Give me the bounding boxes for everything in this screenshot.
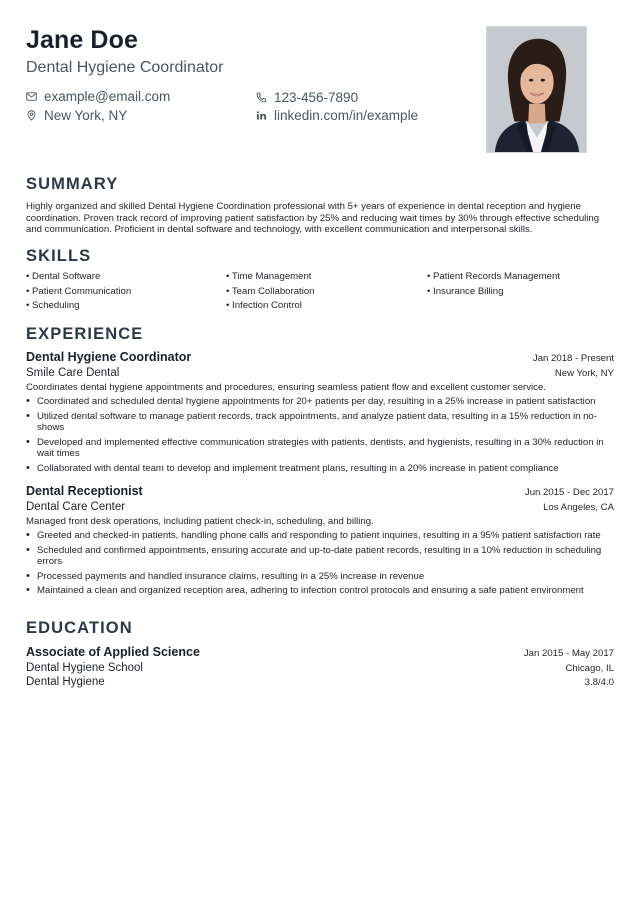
- contact-location: [26, 106, 127, 124]
- summary-heading: SUMMARY: [26, 175, 119, 193]
- contact-phone[interactable]: [256, 88, 358, 106]
- summary-section: [26, 174, 614, 236]
- contact-email[interactable]: [26, 87, 170, 105]
- job-title: Dental Receptionist: [26, 484, 143, 498]
- skill-item: • Time Management: [226, 271, 312, 282]
- job-description: Coordinates dental hygiene appointments and procedures, ensuring seamless patient flow and excellent customer service.: [26, 382, 546, 393]
- job-entry: [26, 484, 614, 597]
- resume-header: [26, 24, 466, 127]
- job-bullets: [26, 396, 614, 474]
- skills-list: [26, 270, 614, 318]
- phone-icon: [256, 92, 267, 103]
- job-bullet: • Maintained a clean and organized reception area, adhering to infection control protocols and ensuring a safe patient environment: [26, 585, 614, 597]
- map-pin-icon: [26, 110, 37, 121]
- summary-text: Highly organized and skilled Dental Hygiene Coordination professional with 5+ years of experience in dental reception and hygiene coordination. Proven track record of improving patient satisfaction by 25% and reducing wait times by 30% through effective scheduling and communication. Proficient in dental software and technology, with excellent communication and interpersonal skills.: [26, 201, 600, 235]
- job-bullet: • Collaborated with dental team to develop and implement treatment plans, resulting in a 20% increase in patient compliance: [26, 463, 614, 475]
- job-dates: Jun 2015 - Dec 2017: [524, 487, 614, 498]
- skill-item: • Patient Communication: [26, 285, 132, 297]
- phone-text: 123-456-7890: [274, 89, 359, 105]
- envelope-icon: [26, 91, 37, 102]
- contact-linkedin[interactable]: [256, 106, 418, 124]
- candidate-name: Jane Doe: [26, 26, 138, 54]
- skill-item: • Scheduling: [26, 300, 80, 311]
- profile-photo: [486, 26, 587, 153]
- location-text: New York, NY: [44, 107, 128, 123]
- edu-dates: Jan 2015 - May 2017: [523, 648, 614, 659]
- job-bullet: • Greeted and checked-in patients, handling phone calls and responding to patient inquiries, resulting in a 95% patient satisfaction rate: [26, 530, 614, 542]
- candidate-title: Dental Hygiene Coordinator: [26, 59, 224, 76]
- linkedin-text: linkedin.com/in/example: [274, 107, 419, 123]
- skill-item: • Team Collaboration: [226, 285, 315, 297]
- job-location: Los Angeles, CA: [543, 502, 614, 513]
- experience-heading: EXPERIENCE: [26, 325, 144, 343]
- job-bullet: • Coordinated and scheduled dental hygiene appointments for 20+ patients per day, resulting in a 25% increase in patient satisfaction: [26, 396, 614, 408]
- skill-item: • Infection Control: [226, 300, 302, 311]
- education-heading: EDUCATION: [26, 619, 133, 637]
- job-location: New York, NY: [554, 368, 614, 379]
- experience-section: [26, 324, 614, 600]
- job-title: Dental Hygiene Coordinator: [26, 350, 192, 364]
- education-section: [26, 618, 614, 688]
- skills-heading: SKILLS: [26, 247, 92, 265]
- edu-field: Dental Hygiene: [26, 676, 105, 688]
- job-description: Managed front desk operations, including patient check-in, scheduling, and billing.: [26, 516, 374, 527]
- skill-item: • Dental Software: [26, 271, 101, 282]
- contact-info: [26, 87, 466, 127]
- edu-location: Chicago, IL: [565, 663, 614, 674]
- job-bullet: • Developed and implemented effective communication strategies with patients, dentists, and hygienists, resulting in a 30% reduction in wait times: [26, 437, 614, 460]
- job-bullet: • Scheduled and confirmed appointments, ensuring accurate and up-to-date patient records, resulting in a 10% reduction in scheduling errors: [26, 545, 614, 568]
- job-bullets: [26, 530, 614, 597]
- skill-item: • Patient Records Management: [427, 271, 560, 282]
- job-bullet: • Utilized dental software to manage patient records, track appointments, and analyze patient data, resulting in a 15% reduction in no-shows: [26, 411, 614, 434]
- job-dates: Jan 2018 - Present: [532, 353, 614, 364]
- edu-degree: Associate of Applied Science: [26, 645, 200, 659]
- job-bullet: • Processed payments and handled insurance claims, resulting in a 25% increase in revenue: [26, 571, 614, 583]
- linkedin-icon: [256, 110, 267, 121]
- edu-school: Dental Hygiene School: [26, 662, 143, 674]
- skill-item: • Insurance Billing: [427, 285, 504, 297]
- email-text: example@email.com: [44, 88, 171, 104]
- skills-section: [26, 246, 614, 318]
- edu-gpa: 3.8/4.0: [584, 677, 614, 688]
- job-company: Dental Care Center: [26, 501, 126, 513]
- job-entry: [26, 350, 614, 474]
- job-company: Smile Care Dental: [26, 367, 120, 379]
